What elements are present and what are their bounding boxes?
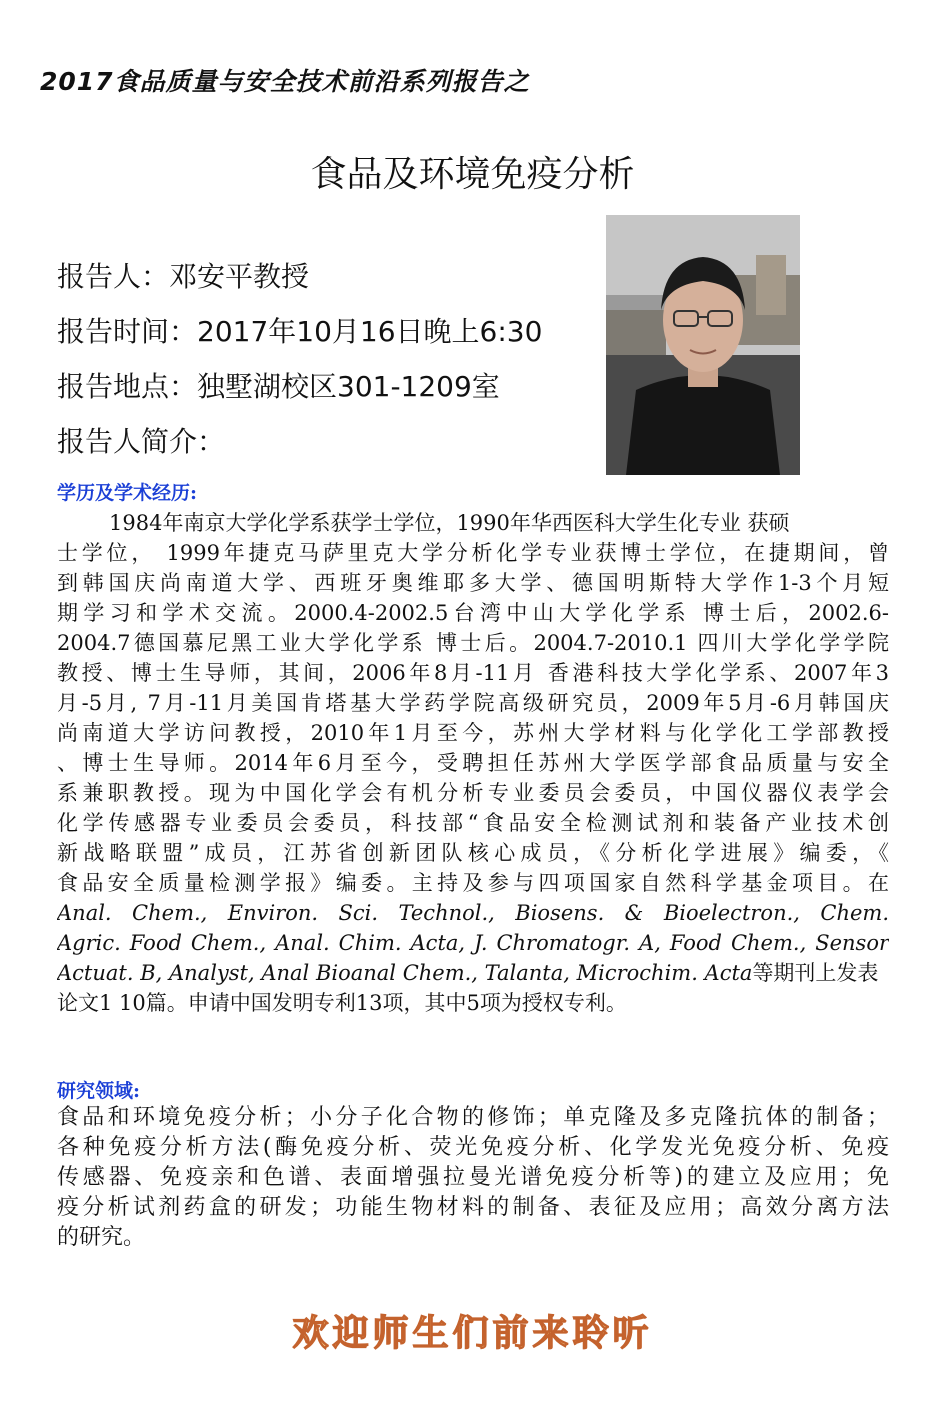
education-body	[57, 508, 889, 1018]
education-line: 尚南道大学访问教授，2010年1月至今，苏州大学材料与化学化工学部教授	[57, 721, 889, 745]
location-line: 报告地点：独墅湖校区301-1209室	[57, 370, 500, 403]
education-line	[57, 928, 889, 958]
page-title: 食品及环境免疫分析	[310, 154, 635, 195]
education-heading: 学历及学术经历:	[57, 482, 198, 504]
journal-suffix: 等期刊上发表	[752, 961, 879, 985]
education-line: 月-5月, 7月-11月美国肯塔基大学药学院高级研究员，2009年5月-6月韩国庆	[57, 691, 889, 715]
research-line: 的研究。	[57, 1225, 146, 1250]
education-line: 2004.7德国慕尼黑工业大学化学系 博士后。2004.7-2010.1 四川大学化学学院	[57, 631, 889, 655]
research-body	[57, 1103, 889, 1254]
education-line	[57, 898, 889, 928]
education-line: 食品安全质量检测学报》编委。主持及参与四项国家自然科学基金项目。在	[57, 871, 889, 895]
series-title: 2017食品质量与安全技术前沿系列报告之	[40, 67, 530, 96]
journal-list: Agric. Food Chem., Anal. Chim. Acta, J. Chromatogr. A, Food Chem., Sensor	[57, 931, 889, 955]
welcome-banner: 欢迎师生们前来聆听	[292, 1313, 653, 1354]
research-line: 食品和环境免疫分析；小分子化合物的修饰；单克隆及多克隆抗体的制备；	[57, 1105, 889, 1130]
education-line: 新战略联盟”成员，江苏省创新团队核心成员，《分析化学进展》编委，《	[57, 841, 889, 865]
time-line: 报告时间：2017年10月16日晚上6:30	[57, 315, 543, 348]
education-line: 、博士生导师。2014年6月至今，受聘担任苏州大学医学部食品质量与安全	[57, 751, 889, 775]
speaker-line: 报告人：邓安平教授	[57, 260, 310, 293]
research-line: 各种免疫分析方法(酶免疫分析、荧光免疫分析、化学发光免疫分析、免疫	[57, 1135, 889, 1160]
education-line: 系兼职教授。现为中国化学会有机分析专业委员会委员，中国仪器仪表学会	[57, 781, 889, 805]
bio-label: 报告人简介：	[57, 425, 226, 458]
education-line: 教授、博士生导师，其间，2006年8月-11月 香港科技大学化学系、2007年3	[57, 661, 889, 685]
research-heading: 研究领域:	[57, 1080, 141, 1102]
research-line: 疫分析试剂药盒的研发；功能生物材料的制备、表征及应用；高效分离方法	[57, 1195, 889, 1220]
education-line: 化学传感器专业委员会委员，科技部“食品安全检测试剂和装备产业技术创	[57, 811, 889, 835]
education-line: 1984年南京大学化学系获学士学位，1990年华西医科大学生化专业 获硕	[109, 511, 790, 535]
education-line: 士学位， 1999年捷克马萨里克大学分析化学专业获博士学位，在捷期间，曾	[57, 541, 889, 565]
portrait-image	[606, 215, 800, 475]
education-line	[57, 958, 889, 988]
education-line: 到韩国庆尚南道大学、西班牙奥维耶多大学、德国明斯特大学作1-3个月短	[57, 571, 889, 595]
speaker-photo	[606, 215, 800, 475]
research-line: 传感器、免疫亲和色谱、表面增强拉曼光谱免疫分析等)的建立及应用；免	[57, 1165, 889, 1190]
journal-list: Anal. Chem., Environ. Sci. Technol., Biosens. & Bioelectron., Chem.	[57, 901, 889, 925]
journal-list: Actuat. B, Analyst, Anal Bioanal Chem., Talanta, Microchim. Acta	[57, 961, 753, 985]
education-line: 期学习和学术交流。2000.4-2002.5台湾中山大学化学系 博士后，2002.6-	[57, 601, 889, 625]
education-line: 论文1 10篇。申请中国发明专利13项，其中5项为授权专利。	[57, 991, 627, 1015]
